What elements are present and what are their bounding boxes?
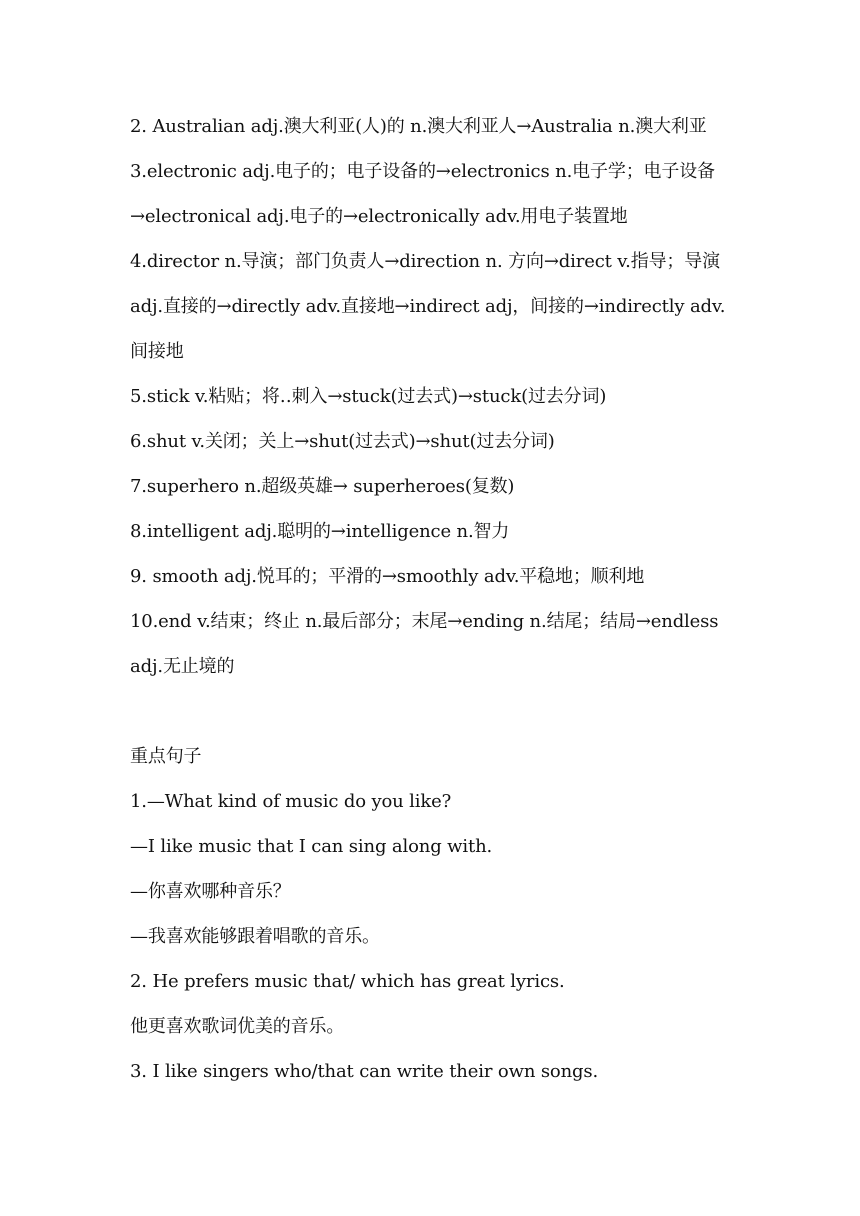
sentence-line-4: —我喜欢能够跟着唱歌的音乐。 [130,926,380,947]
vocab-line-4: 4.director n.导演；部门负责人→direction n. 方向→direct v.指导；导演 [130,251,720,272]
sentence-line-5: 2. He prefers music that/ which has great lyrics. [130,971,565,992]
vocab-line-12: 10.end v.结束；终止 n.最后部分；末尾→ending n.结尾；结局→endless [130,611,719,632]
vocab-line-1: 2. Australian adj.澳大利亚(人)的 n.澳大利亚人→Australia n.澳大利亚 [130,116,707,137]
vocab-line-13: adj.无止境的 [130,656,235,677]
sentence-line-2: —I like music that I can sing along with. [130,836,493,857]
section-heading: 重点句子 [130,746,202,767]
sentence-line-1: 1.—What kind of music do you like? [130,791,452,812]
vocab-line-11: 9. smooth adj.悦耳的；平滑的→smoothly adv.平稳地；顺利地 [130,566,645,587]
sentence-line-7: 3. I like singers who/that can write their own songs. [130,1061,599,1082]
sentence-line-3: —你喜欢哪种音乐？ [130,881,291,902]
vocab-line-7: 5.stick v.粘贴；将‥刺入→stuck(过去式)→stuck(过去分词) [130,386,607,407]
vocab-line-10: 8.intelligent adj.聪明的→intelligence n.智力 [130,521,510,542]
vocab-line-6: 间接地 [130,341,184,362]
vocab-line-9: 7.superhero n.超级英雄→ superheroes(复数) [130,476,515,497]
sentence-line-6: 他更喜欢歌词优美的音乐。 [130,1016,345,1037]
vocab-line-2: 3.electronic adj.电子的；电子设备的→electronics n.电子学；电子设备 [130,161,715,182]
vocab-line-8: 6.shut v.关闭；关上→shut(过去式)→shut(过去分词) [130,431,555,452]
vocab-line-5: adj.直接的→directly adv.直接地→indirect adj，间接的→indirectly adv. [130,296,726,317]
vocab-line-3: →electronical adj.电子的→electronically adv.用电子装置地 [130,206,628,227]
